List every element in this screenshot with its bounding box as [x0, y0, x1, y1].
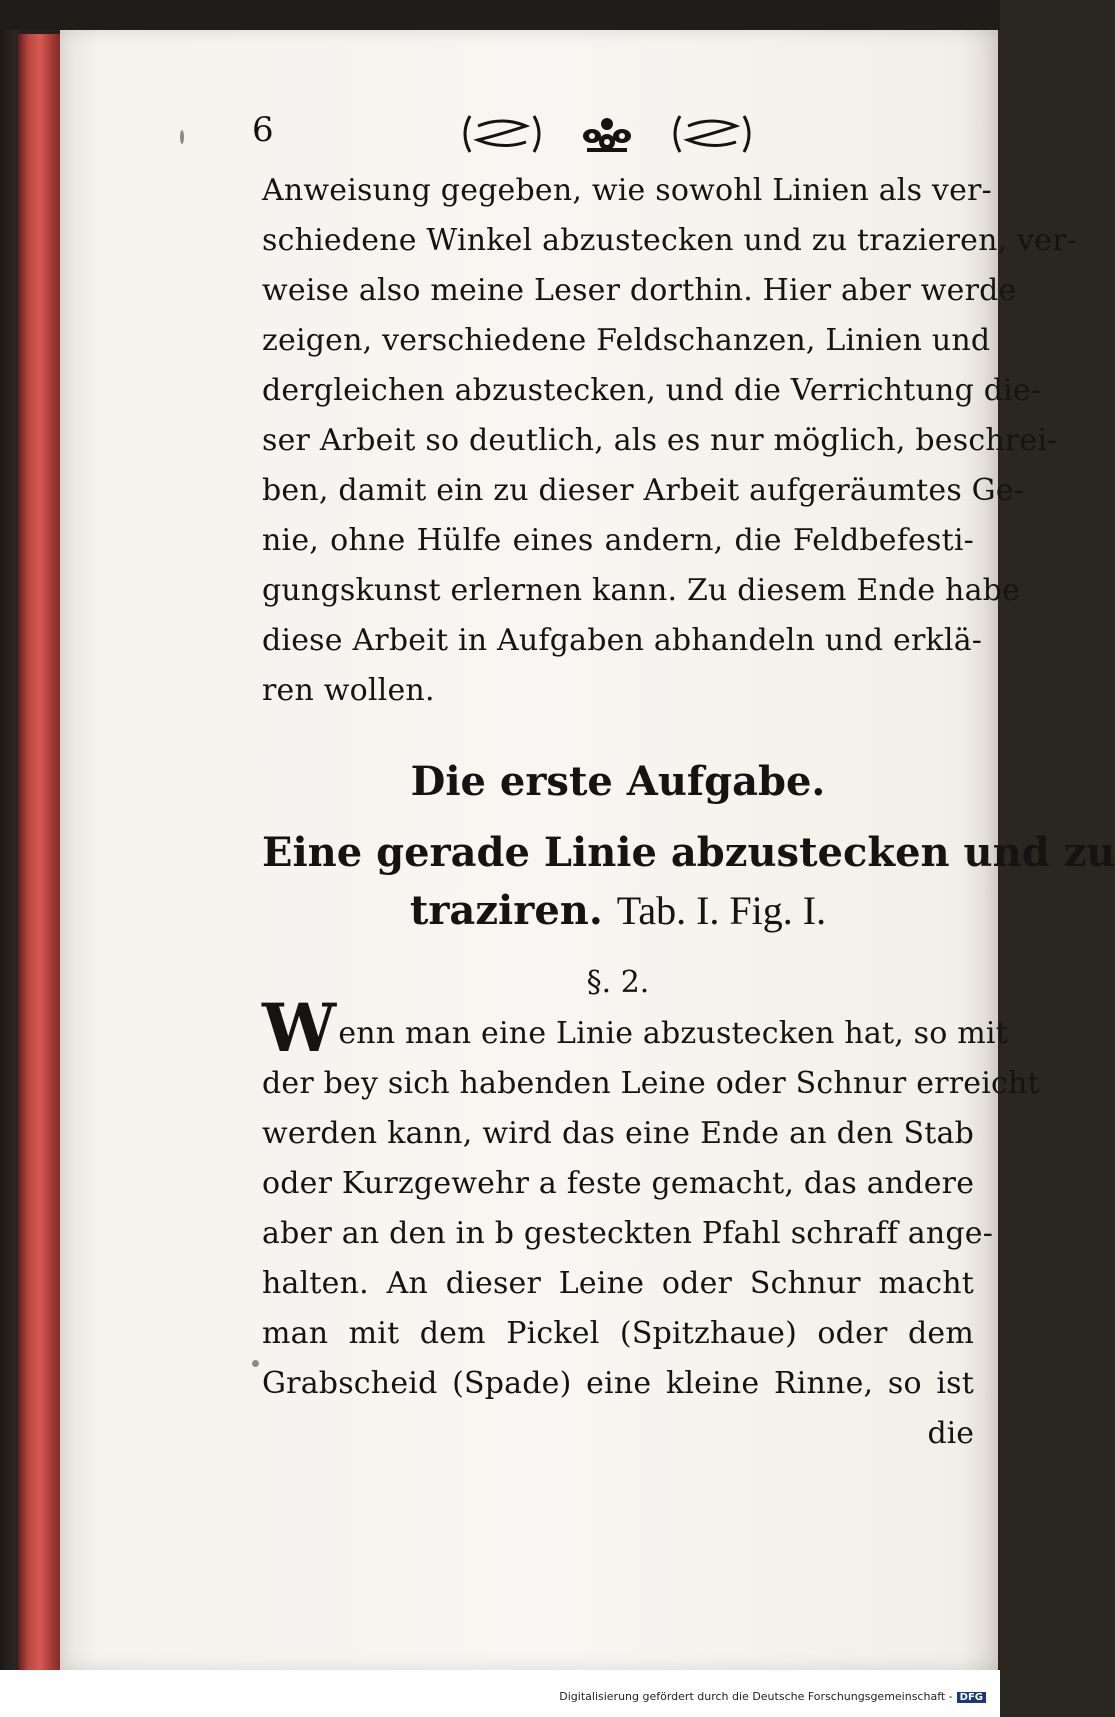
header-ornament-icon: [462, 110, 752, 158]
page-red-edge: [18, 34, 64, 1674]
text-line: diese Arbeit in Aufgaben abhandeln und erklä-: [262, 623, 983, 658]
credit-text: Digitalisierung gefördert durch die Deutsche Forschungsgemeinschaft -: [559, 1690, 953, 1703]
task-title-line-2: [262, 882, 974, 940]
page-number: 6: [252, 110, 274, 150]
drop-cap: W: [262, 989, 337, 1067]
page-content: [252, 100, 1115, 1459]
text-line: weise also meine Leser dorthin. Hier aber werde: [262, 273, 1017, 308]
ink-smudge: [180, 130, 184, 144]
text-line: dergleichen abzustecken, und die Verrichtung die-: [262, 373, 1042, 408]
scan-top-band: [0, 0, 1000, 30]
text-line: schiedene Winkel abzustecken und zu trazieren, ver-: [262, 223, 1078, 258]
section-number: §. 2.: [586, 965, 650, 1000]
digitization-credit: [559, 1690, 986, 1703]
text-line-first: [262, 989, 1008, 1067]
text-line: oder Kurzgewehr a feste gemacht, das andere: [262, 1166, 975, 1201]
figure-reference: Tab. I. Fig. I.: [616, 888, 827, 933]
text-line: halten. An dieser Leine oder Schnur macht: [262, 1266, 974, 1301]
dfg-logo: DFG: [957, 1692, 986, 1703]
text-line: werden kann, wird das eine Ende an den Stab: [262, 1116, 974, 1151]
text-line: ser Arbeit so deutlich, als es nur möglich, beschrei-: [262, 423, 1058, 458]
text-line: enn man eine Linie abzustecken hat, so mit: [338, 1016, 1008, 1051]
ink-smudge: [252, 1360, 259, 1367]
task-title-line-1: Eine gerade Linie abzustecken und zu: [262, 829, 1115, 876]
body-paragraph: [262, 989, 1040, 1409]
text-line: man mit dem Pickel (Spitzhaue) oder dem: [262, 1316, 974, 1351]
text-line: gungskunst erlernen kann. Zu diesem Ende habe: [262, 573, 1021, 608]
text-line: ben, damit ein zu dieser Arbeit aufgeräumtes Ge-: [262, 473, 1025, 508]
task-heading: Die erste Aufgabe.: [410, 758, 826, 805]
running-header: [252, 100, 974, 166]
text-line: nie, ohne Hülfe eines andern, die Feldbefesti-: [262, 523, 974, 558]
text-line: ren wollen.: [262, 673, 435, 708]
text-line: aber an den in b gesteckten Pfahl schraff ange-: [262, 1216, 994, 1251]
intro-paragraph: [262, 166, 1078, 716]
text-line: Anweisung gegeben, wie sowohl Linien als ver-: [262, 173, 992, 208]
catchword: die: [927, 1416, 974, 1451]
task-title-word: traziren.: [409, 887, 603, 934]
task-title: [262, 824, 1115, 940]
text-line: zeigen, verschiedene Feldschanzen, Linien und: [262, 323, 991, 358]
text-line: Grabscheid (Spade) eine kleine Rinne, so ist: [262, 1366, 974, 1401]
text-line: der bey sich habenden Leine oder Schnur erreicht: [262, 1066, 1040, 1101]
